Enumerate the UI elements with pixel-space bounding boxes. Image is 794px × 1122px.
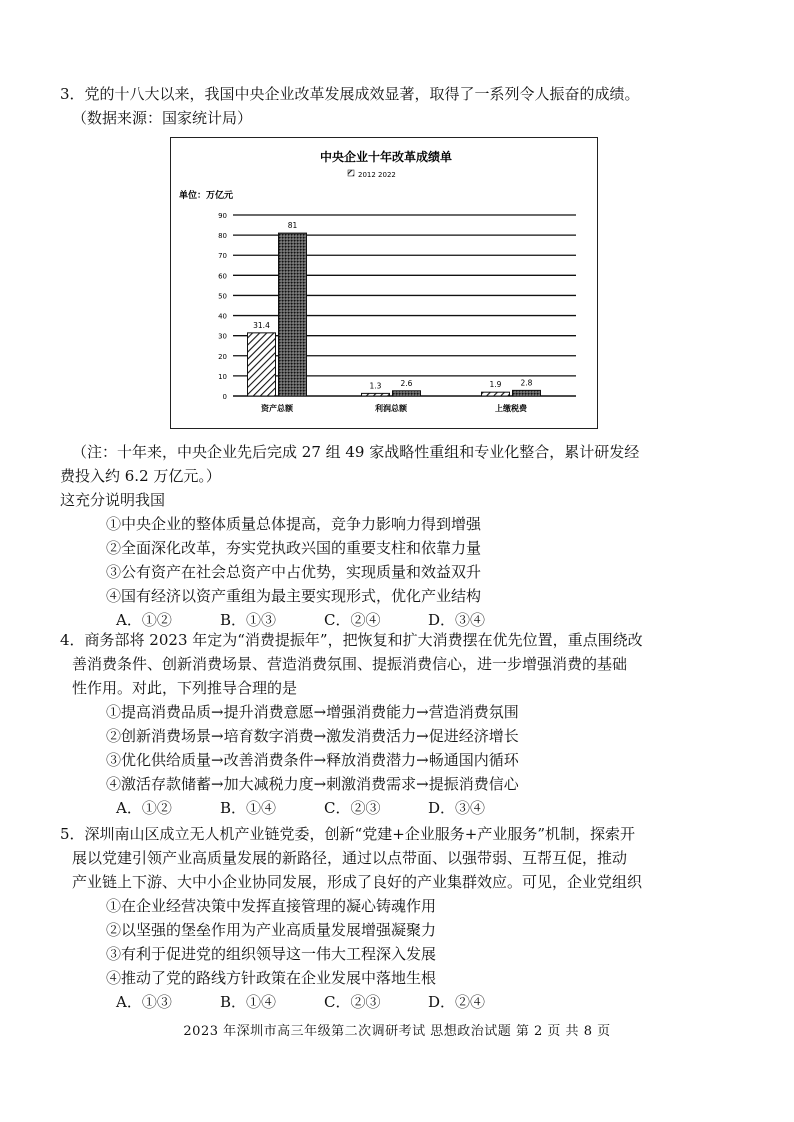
q5-stem-line-3: 产业链上下游、大中小企业协同发展，形成了良好的产业集群效应。可见，企业党组织	[72, 873, 643, 891]
y-tick-label-0: 0	[222, 393, 227, 401]
bar-chart	[171, 138, 596, 427]
q5-option-2: ②以坚强的堡垒作用为产业高质量发展增强凝聚力	[106, 921, 437, 939]
chart-legend	[348, 170, 396, 179]
bar-2012-3	[482, 392, 510, 396]
q3-option-4: ④国有经济以资产重组为最主要实现形式，优化产业结构	[106, 587, 482, 605]
x-axis-label-3: 上缴税费	[495, 404, 527, 413]
q5-option-4: ④推动了党的路线方针政策在企业发展中落地生根	[106, 969, 437, 987]
q4-stem-line-3: 性作用。对此，下列推导合理的是	[72, 679, 298, 697]
x-axis-label-1: 资产总额	[261, 404, 293, 413]
bar-label-2022-3: 2.8	[520, 378, 533, 388]
q5-stem-line-1: 5．深圳南山区成立无人机产业链党委，创新“党建+企业服务+产业服务”机制，探索开	[60, 825, 636, 843]
y-tick-label-30: 30	[218, 332, 227, 341]
q3-lead: 这充分说明我国	[60, 491, 166, 509]
question-3-continued	[60, 440, 740, 632]
q4-option-3: ③优化供给质量→改善消费条件→释放消费潜力→畅通国内循环	[106, 751, 519, 769]
q3-choice-b[interactable]: B．①③	[220, 611, 277, 629]
q4-choice-b[interactable]: B．①④	[220, 799, 277, 817]
y-tick-label-80: 80	[218, 232, 227, 241]
q5-choices	[60, 990, 740, 1014]
q3-choice-c[interactable]: C．②④	[324, 611, 381, 629]
q3-choice-d[interactable]: D．③④	[428, 611, 486, 629]
question-5	[60, 822, 740, 1014]
q3-choice-a[interactable]: A．①②	[116, 611, 172, 629]
q4-choice-a[interactable]: A．①②	[116, 799, 172, 817]
q5-choice-a[interactable]: A．①③	[116, 993, 172, 1011]
q5-stem-line-2: 展以党建引领产业高质量发展的新路径，通过以点带面、以强带弱、互帮互促，推动	[72, 849, 628, 867]
q4-option-1: ①提高消费品质→提升消费意愿→增强消费能力→营造消费氛围	[106, 703, 519, 721]
bar-label-2012-1: 31.4	[253, 320, 270, 330]
bar-2022-1	[279, 233, 307, 396]
q3-source: （数据来源：国家统计局）	[72, 109, 253, 127]
page-footer: 2023 年深圳市高三年级第二次调研考试 思想政治试题 第 2 页 共 8 页	[183, 1024, 611, 1039]
bar-label-2022-2: 2.6	[400, 378, 413, 388]
question-4	[60, 628, 740, 820]
y-tick-label-50: 50	[218, 292, 227, 301]
bar-2012-1	[248, 333, 276, 396]
chart-title: 中央企业十年改革成绩单	[319, 150, 453, 164]
q5-option-1: ①在企业经营决策中发挥直接管理的凝心铸魂作用	[106, 897, 437, 915]
q3-option-3: ③公有资产在社会总资产中占优势，实现质量和效益双升	[106, 563, 482, 581]
q4-stem-line-2: 善消费条件、创新消费场景、营造消费氛围、提振消费信心，进一步增强消费的基础	[72, 655, 628, 673]
chart-unit-label: 单位：万亿元	[179, 191, 234, 201]
q5-option-3: ③有利于促进党的组织领导这一伟大工程深入发展	[106, 945, 437, 963]
x-axis-label-2: 利润总额	[375, 404, 407, 413]
q3-note-line-1: （注：十年来，中央企业先后完成 27 组 49 家战略性重组和专业化整合，累计研发经	[72, 443, 640, 461]
bar-2012-2	[362, 393, 390, 396]
q4-choices	[60, 796, 740, 820]
q5-choice-b[interactable]: B．①④	[220, 993, 277, 1011]
q5-choice-d[interactable]: D．②④	[428, 993, 486, 1011]
bar-label-2022-1: 81	[287, 221, 298, 231]
q3-option-2: ②全面深化改革，夯实党执政兴国的重要支柱和依靠力量	[106, 539, 482, 557]
bar-2022-3	[513, 390, 541, 396]
bar-label-2012-2: 1.3	[369, 381, 382, 391]
y-tick-label-90: 90	[218, 212, 227, 220]
chart-legend-text: 2012 2022	[358, 171, 396, 179]
y-tick-label-40: 40	[218, 312, 227, 321]
y-tick-label-60: 60	[218, 272, 227, 281]
y-tick-label-10: 10	[218, 372, 227, 381]
legend-swatch-2012	[348, 170, 354, 176]
q3-option-1: ①中央企业的整体质量总体提高，竞争力影响力得到增强	[106, 515, 482, 533]
question-3	[60, 82, 740, 130]
q3-stem: 3．党的十八大以来，我国中央企业改革发展成效显著，取得了一系列令人振奋的成绩。	[60, 85, 640, 103]
q4-stem-line-1: 4．商务部将 2023 年定为“消费提振年”，把恢复和扩大消费摆在优先位置，重点围绕改	[60, 631, 643, 649]
chart-frame	[170, 137, 598, 429]
q4-option-4: ④激活存款储蓄→加大减税力度→刺激消费需求→提振消费信心	[106, 775, 519, 793]
bar-2022-2	[393, 391, 421, 396]
q4-choice-d[interactable]: D．③④	[428, 799, 486, 817]
q3-note-line-2: 费投入约 6.2 万亿元。）	[60, 467, 221, 485]
bar-label-2012-3: 1.9	[489, 380, 502, 390]
q4-option-2: ②创新消费场景→培育数字消费→激发消费活力→促进经济增长	[106, 727, 519, 745]
y-tick-label-20: 20	[218, 352, 227, 361]
q4-choice-c[interactable]: C．②③	[324, 799, 381, 817]
q5-choice-c[interactable]: C．②③	[324, 993, 381, 1011]
y-tick-label-70: 70	[218, 252, 227, 261]
